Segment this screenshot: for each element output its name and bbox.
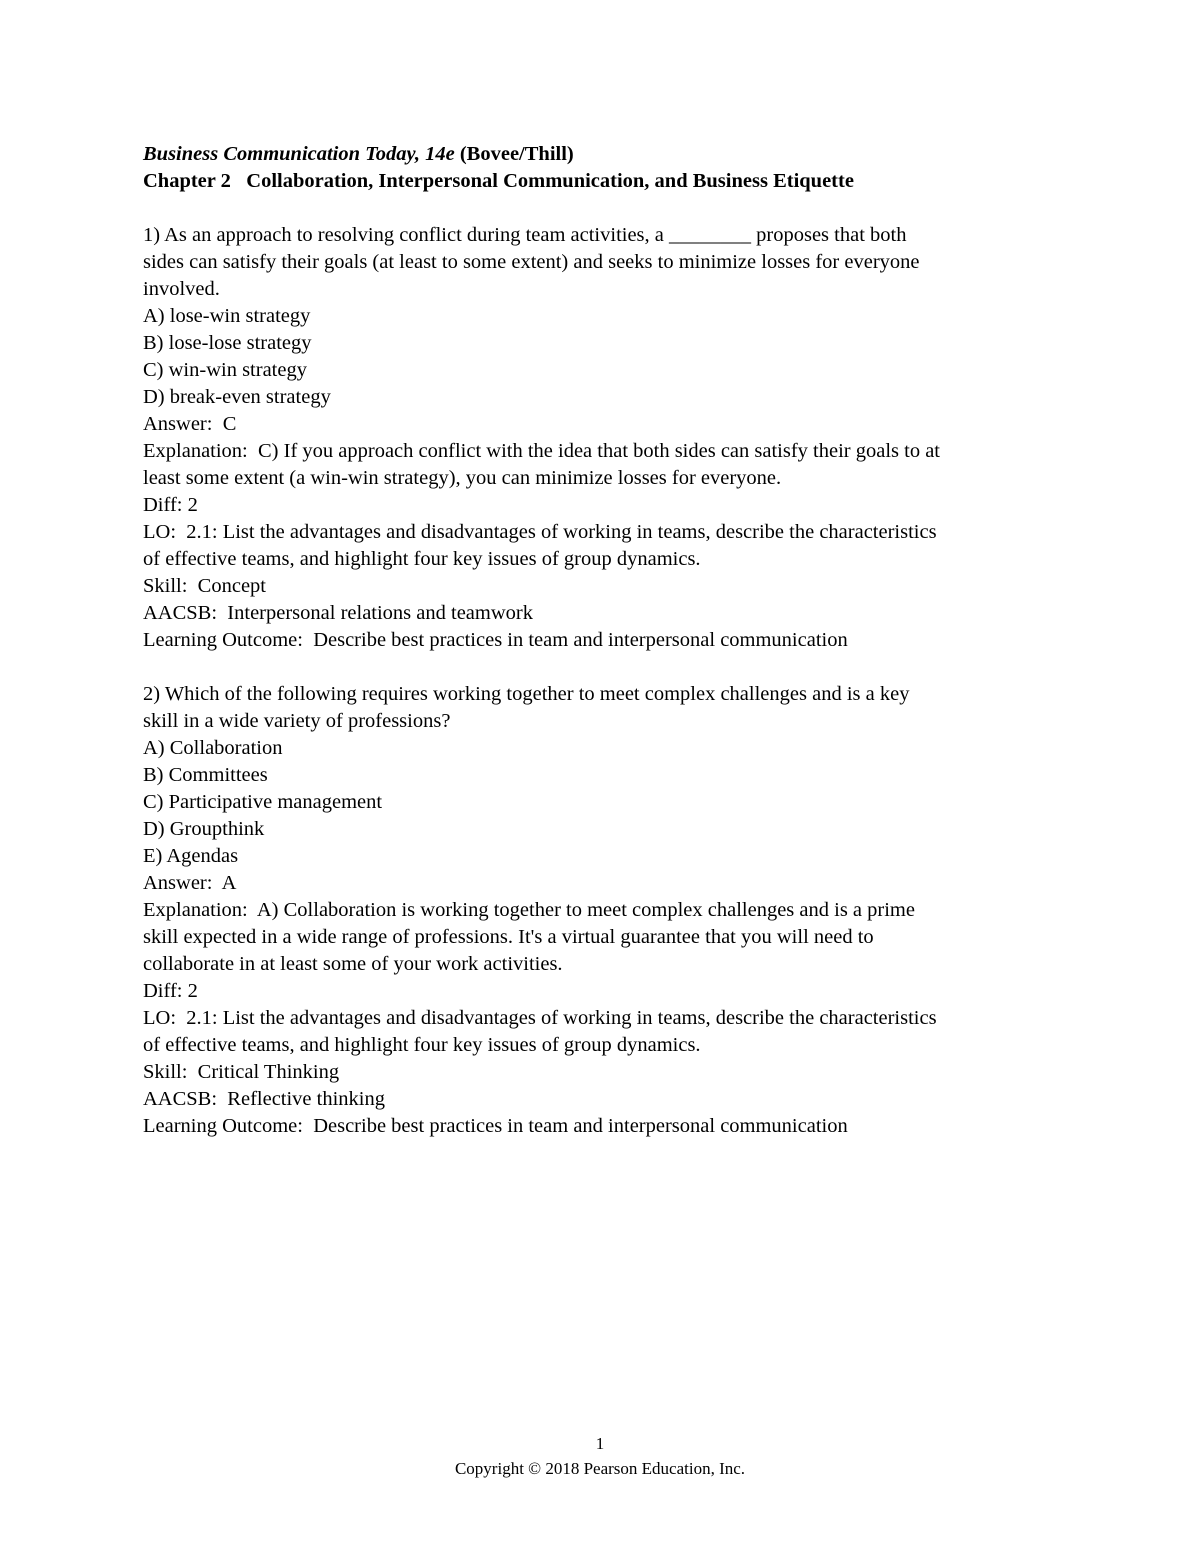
spacer (143, 195, 1068, 222)
difficulty: Diff: 2 (143, 494, 198, 516)
chapter-title: Chapter 2 Collaboration, Interpersonal Communication, and Business Etiquette (143, 170, 854, 192)
skill: Skill: Critical Thinking (143, 1061, 340, 1083)
skill: Skill: Concept (143, 575, 266, 597)
aacsb: AACSB: Interpersonal relations and teamwork (143, 602, 533, 624)
explanation-line: skill expected in a wide range of professions. It's a virtual guarantee that you will need to (143, 926, 874, 948)
aacsb: AACSB: Reflective thinking (143, 1088, 385, 1110)
question-stem-line: sides can satisfy their goals (at least to some extent) and seeks to minimize losses for everyone (143, 251, 920, 273)
learning-outcome: Learning Outcome: Describe best practices in team and interpersonal communication (143, 629, 848, 651)
answer-key: Answer: C (143, 413, 237, 435)
learning-objective-line: of effective teams, and highlight four key issues of group dynamics. (143, 1034, 701, 1056)
book-title: Business Communication Today, 14e (143, 143, 455, 165)
question-stem-line: skill in a wide variety of professions? (143, 710, 451, 732)
learning-objective-line: LO: 2.1: List the advantages and disadvantages of working in teams, describe the characteristics (143, 1007, 937, 1029)
answer-option: A) Collaboration (143, 737, 283, 759)
answer-option: E) Agendas (143, 845, 239, 867)
book-header (143, 141, 1068, 168)
answer-option: D) Groupthink (143, 818, 265, 840)
learning-outcome: Learning Outcome: Describe best practices in team and interpersonal communication (143, 1115, 848, 1137)
page-content (143, 141, 1068, 1140)
explanation-line: collaborate in at least some of your work activities. (143, 953, 563, 975)
question-stem-line: involved. (143, 278, 220, 300)
page-number: 1 (595, 1434, 605, 1453)
explanation-line: least some extent (a win-win strategy), you can minimize losses for everyone. (143, 467, 782, 489)
answer-option: D) break-even strategy (143, 386, 331, 408)
copyright-notice: Copyright © 2018 Pearson Education, Inc. (454, 1459, 746, 1478)
question-stem-line: 2) Which of the following requires working together to meet complex challenges and is a key (143, 683, 910, 705)
answer-option: B) Committees (143, 764, 268, 786)
learning-objective-line: LO: 2.1: List the advantages and disadvantages of working in teams, describe the characteristics (143, 521, 937, 543)
spacer (143, 654, 1068, 681)
question-stem-line: 1) As an approach to resolving conflict during team activities, a ________ proposes that both (143, 224, 907, 246)
book-authors: (Bovee/Thill) (454, 143, 574, 165)
explanation-line: Explanation: C) If you approach conflict with the idea that both sides can satisfy their goals to at (143, 440, 941, 462)
answer-option: B) lose-lose strategy (143, 332, 312, 354)
question-block-1 (143, 222, 1068, 654)
answer-key: Answer: A (143, 872, 237, 894)
question-block-2 (143, 681, 1068, 1140)
answer-option: A) lose-win strategy (143, 305, 311, 327)
difficulty: Diff: 2 (143, 980, 198, 1002)
learning-objective-line: of effective teams, and highlight four key issues of group dynamics. (143, 548, 701, 570)
answer-option: C) Participative management (143, 791, 383, 813)
answer-option: C) win-win strategy (143, 359, 307, 381)
explanation-line: Explanation: A) Collaboration is working together to meet complex challenges and is a prime (143, 899, 915, 921)
